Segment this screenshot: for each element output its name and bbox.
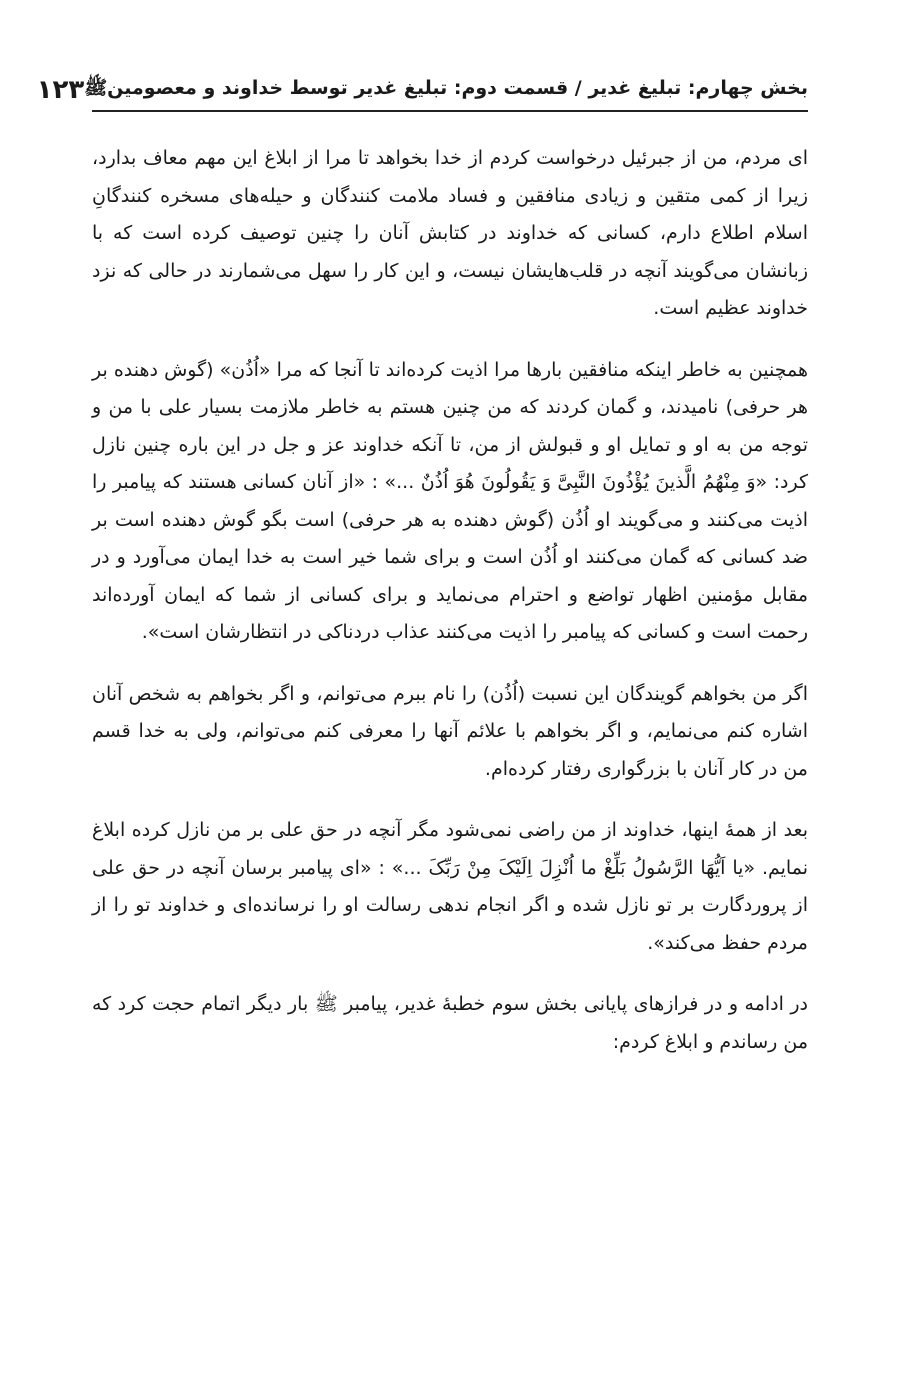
paragraph-4: بعد از همهٔ اینها، خداوند از من راضی نمی‌شود مگر آنچه در حق علی بر من نازل کرده ابلاغ نمایم. «یا اَیُّهَا الرَّسُولُ بَلِّغْ ما اُنْزِلَ اِلَیْکَ مِنْ رَبِّکَ ...» : «ای پیامبر برسان آنچه در حق علی از پروردگارت بر تو نازل شده و اگر انجام ندهی رسالت او را نرسانده‌ای و خداوند تو را از مردم حفظ می‌کند». <box>92 819 808 954</box>
paragraph-2: همچنین به خاطر اینکه منافقین بارها مرا اذیت کرده‌اند تا آنجا که مرا «اُذُن» (گوش دهنده بر هر حرفی) نامیدند، و گمان کردند که من چنین هستم به خاطر ملازمت بسیار علی با من و توجه من به او و تمایل او و قبولش از من، تا آنکه خداوند عز و جل در این باره چنین نازل کرد: «وَ مِنْهُمُ الَّذینَ یُؤْذُونَ النَّبِیَّ وَ یَقُولُونَ هُوَ اُذُنٌ ...» : «از آنان کسانی هستند که پیامبر را اذیت می‌کنند و می‌گویند او اُذُن (گوش دهنده به هر حرفی) است بگو گوش دهنده است بر ضد کسانی که گمان می‌کنند او اُذُن است و برای شما خیر است به خدا ایمان می‌آورد و در مقابل مؤمنین اظهار تواضع و احترام می‌نماید و برای کسانی از شما که ایمان آورده‌اند رحمت است و کسانی که پیامبر را اذیت می‌کنند عذاب دردناکی در انتظارشان است». <box>92 358 808 643</box>
paragraph-1: ای مردم، من از جبرئیل درخواست کردم از خدا بخواهد تا مرا از ابلاغ این مهم معاف بدارد، زیرا از کمی متقین و زیادی منافقین و فساد ملامت کنندگان و حیله‌های مسخره کنندگانِ اسلام اطلاع دارم، کسانی که خداوند در کتابش آنان را چنین توصیف کرده است که با زبانشان می‌گویند آنچه در قلب‌هایشان نیست، و این کار را سهل می‌شمارند در حالی که نزد خداوند عظیم است. <box>92 147 808 319</box>
page-number: ۱۲۳ <box>36 75 85 105</box>
header-title: بخش چهارم: تبلیغ غدیر / قسمت دوم: تبلیغ غدیر توسط خداوند و معصومینﷺ <box>84 77 808 99</box>
paragraph-3: اگر من بخواهم گویندگان این نسبت (اُذُن) را نام ببرم می‌توانم، و اگر بخواهم به شخص آنان اشاره کنم می‌نمایم، و اگر بخواهم با علائم آنها را معرفی کنم می‌توانم، ولی به خدا قسم من در کار آنان با بزرگواری رفتار کرده‌ام. <box>92 682 808 780</box>
paragraph-5: در ادامه و در فرازهای پایانی بخش سوم خطبهٔ غدیر، پیامبر ﷺ بار دیگر اتمام حجت کرد که من رساندم و ابلاغ کردم: <box>92 993 808 1053</box>
body-text <box>92 140 808 1085</box>
running-header <box>36 70 808 112</box>
